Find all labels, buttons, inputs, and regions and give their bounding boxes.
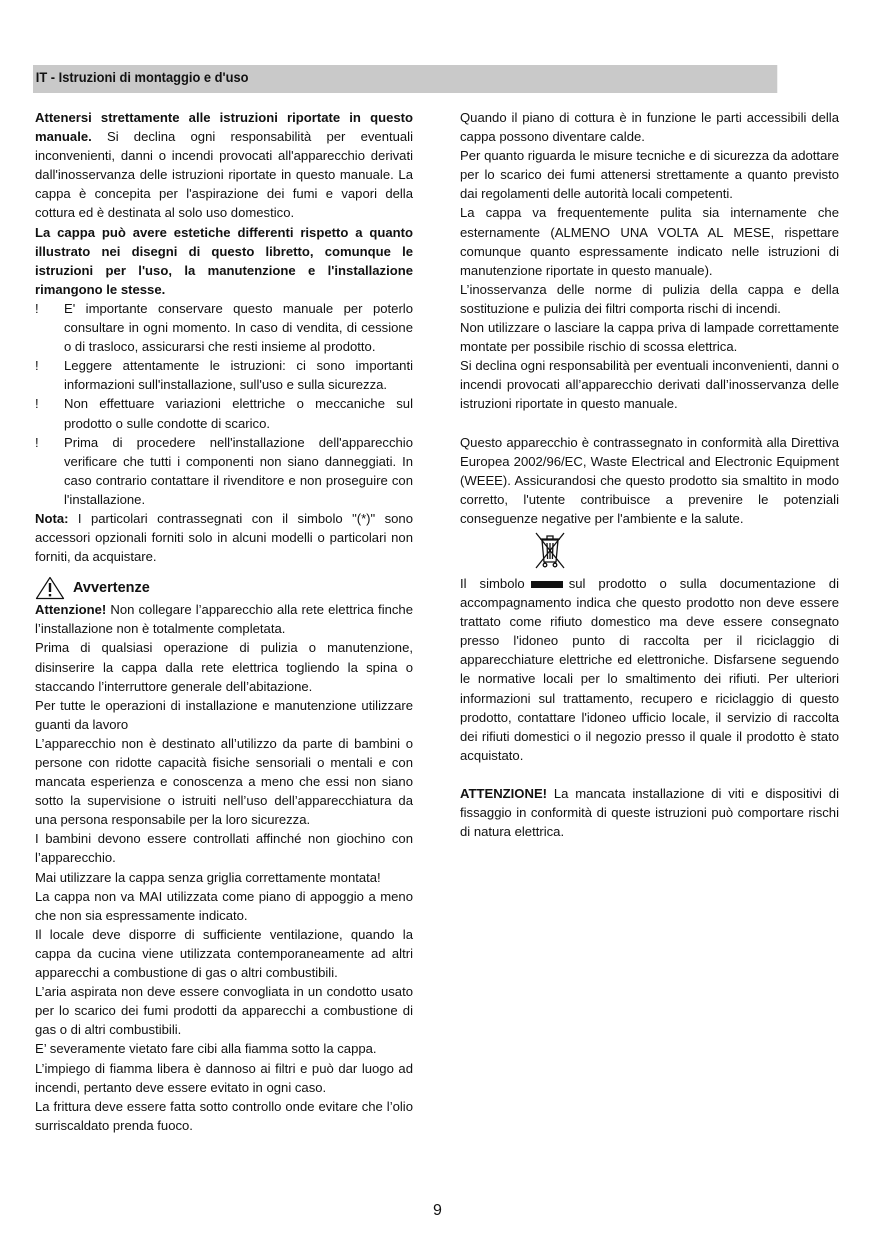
final-attention-paragraph bbox=[460, 784, 839, 841]
exclamation-icon: ! bbox=[35, 396, 39, 412]
bullet-text: Non effettuare variazioni elettriche o meccaniche sul prodotto o sulle condotte di scarico. bbox=[64, 396, 413, 431]
exclamation-icon: ! bbox=[35, 358, 39, 374]
warning-paragraph: L’aria aspirata non deve essere convogliata in un condotto usato per lo scarico dei fumi prodotti da apparecchi a combustione di gas o di altri combustibili. bbox=[35, 984, 413, 1038]
warning-paragraph: Mai utilizzare la cappa senza griglia correttamente montata! bbox=[35, 869, 381, 885]
info-paragraph: Si declina ogni responsabilità per eventuali inconvenienti, danni o incendi provocati all’apparecchio derivati dall’inosservanza delle istruzioni riportate in questo manuale. bbox=[460, 358, 839, 412]
info-paragraph: Quando il piano di cottura è in funzione le parti accessibili della cappa possono diventare calde. bbox=[460, 110, 839, 145]
warning-paragraph: Prima di qualsiasi operazione di pulizia o manutenzione, disinserire la cappa dalla rete elettrica togliendo la spina o staccando l’interruttore generale dell’abitazione. bbox=[35, 640, 413, 694]
warning-paragraph: E’ severamente vietato fare cibi alla fiamma sotto la cappa. bbox=[35, 1041, 377, 1057]
nota-paragraph bbox=[35, 509, 413, 566]
page-number: 9 bbox=[433, 1202, 442, 1219]
bullet-text: E' importante conservare questo manuale per poterlo consultare in ogni momento. In caso di vendita, di cessione o di trasloco, assicurarsi che resti insieme al prodotto. bbox=[64, 300, 413, 355]
bullet-item bbox=[35, 394, 413, 432]
bullet-text: Prima di procedere nell'installazione dell'apparecchio verificare che tutti i componenti non siano danneggiati. In caso contrario contattare il rivenditore e non proseguire con l'installazione. bbox=[64, 434, 413, 507]
section-title: IT - Istruzioni di montaggio e d'uso bbox=[35, 69, 249, 85]
warning-paragraph: La cappa non va MAI utilizzata come piano di appoggio a meno che non sia espressamente indicato. bbox=[35, 888, 413, 923]
nota-text: I particolari contrassegnati con il simbolo "(*)" sono accessori opzionali forniti solo in alcuni modelli o particolari non forniti, da acquistare. bbox=[35, 510, 413, 565]
intro-bold: Attenersi strettamente alle istruzioni riportate in questo manuale. bbox=[35, 110, 413, 145]
symbol-paragraph bbox=[460, 574, 839, 765]
crossed-bin-icon bbox=[533, 530, 567, 570]
exclamation-icon: ! bbox=[35, 300, 39, 316]
info-paragraph: L’inosservanza delle norme di pulizia della cappa e della sostituzione e pulizia dei filtri comporta rischi di incendi. bbox=[460, 281, 839, 316]
black-bar-icon bbox=[531, 581, 563, 588]
warning-paragraph: L’apparecchio non è destinato all’utilizzo da parte di bambini o persone con ridotte capacità fisiche sensoriali o mentali e con mancata esperienza e conoscenza a meno che essi non siano sotto la supervisione o istruiti nell’uso dell’apparecchiatura da una persona responsabile per la loro sicurezza. bbox=[35, 735, 413, 828]
attention-paragraph bbox=[35, 600, 413, 638]
attention-text: Non collegare l’apparecchio alla rete elettrica finche l’installazione non è totalmente completata. bbox=[35, 602, 413, 637]
bullet-item bbox=[35, 299, 413, 356]
left-column bbox=[35, 108, 413, 1135]
bullet-item bbox=[35, 356, 413, 394]
warning-paragraph: Per tutte le operazioni di installazione e manutenzione utilizzare guanti da lavoro bbox=[35, 697, 413, 732]
final-attention-label: ATTENZIONE! bbox=[460, 785, 548, 801]
warning-paragraph: I bambini devono essere controllati affinché non giochino con l’apparecchio. bbox=[35, 831, 413, 866]
aesthetic-note: La cappa può avere estetiche differenti rispetto a quanto illustrato nei disegni di questo libretto, comunque le istruzioni per l'uso, la manutenzione e l'installazione rimangono le stesse. bbox=[35, 224, 413, 297]
warnings-heading bbox=[35, 576, 413, 600]
symbol-prefix: Il simbolo bbox=[460, 575, 525, 591]
info-paragraph: Per quanto riguarda le misure tecniche e di sicurezza da adottare per lo scarico dei fumi attenersi strettamente a quanto previsto dai regolamenti delle autorità locali competenti. bbox=[460, 148, 839, 202]
exclamation-icon: ! bbox=[35, 434, 39, 450]
intro-text: Si declina ogni responsabilità per eventuali inconvenienti, danni o incendi provocati all'apparecchio derivati dall'inosservanza delle istruzioni riportate in questo manuale. La cappa è concepita per l'aspirazione dei fumi e vapori della cottura ed è destinata al solo uso domestico. bbox=[35, 129, 413, 221]
warnings-title: Avvertenze bbox=[73, 579, 150, 596]
warning-paragraph: L’impiego di fiamma libera è dannoso ai filtri e può dar luogo ad incendi, pertanto deve essere evitato in ogni caso. bbox=[35, 1060, 413, 1095]
bullet-item bbox=[35, 433, 413, 509]
section-title-bar bbox=[33, 65, 777, 93]
info-paragraph: La cappa va frequentemente pulita sia internamente che esternamente (ALMENO UNA VOLTA AL MESE, rispettare comunque quanto espressamente indicato nelle istruzioni di manutenzione riportate in questo manuale). bbox=[460, 205, 839, 278]
info-paragraph: Non utilizzare o lasciare la cappa priva di lampade correttamente montate per possibile rischio di scossa elettrica. bbox=[460, 320, 839, 355]
warning-paragraph: La frittura deve essere fatta sotto controllo onde evitare che l’olio surriscaldato prenda fuoco. bbox=[35, 1098, 413, 1133]
weee-paragraph: Questo apparecchio è contrassegnato in conformità alla Direttiva Europea 2002/96/EC, Waste Electrical and Electronic Equipment (WEEE). Assicurandosi che questo prodotto sia smaltito in modo corretto, l'utente contribuisce a prevenire le potenziali conseguenze negative per l'ambiente e la salute. bbox=[460, 434, 839, 526]
intro-paragraph bbox=[35, 108, 413, 223]
symbol-text: sul prodotto o sulla documentazione di accompagnamento indica che questo prodotto non deve essere trattato come rifiuto domestico ma deve essere consegnato presso l'idoneo punto di raccolta per il riciclaggio di apparecchiature elettriche ed elettroniche. Disfarsene seguendo le normative locali per lo smaltimento dei rifiuti. Per ulteriori informazioni sul trattamento, recupero e riciclaggio di questo prodotto, contattare l'idoneo ufficio locale, il servizio di raccolta dei rifiuti domestici o il negozio presso il quale il prodotto è stato acquistato. bbox=[460, 575, 839, 763]
warning-paragraph: Il locale deve disporre di sufficiente ventilazione, quando la cappa da cucina viene utilizzata contemporaneamente ad altri apparecchi a combustione di gas o altri combustibili. bbox=[35, 926, 413, 981]
right-column bbox=[460, 108, 839, 841]
nota-label: Nota: bbox=[35, 510, 69, 526]
attention-label: Attenzione! bbox=[35, 602, 107, 618]
warning-triangle-icon bbox=[35, 576, 65, 600]
final-attention-text: La mancata installazione di viti e dispositivi di fissaggio in conformità di queste istruzioni può comportare rischi di natura elettrica. bbox=[460, 785, 839, 840]
bullet-text: Leggere attentamente le istruzioni: ci sono importanti informazioni sull'installazione, sull'uso e sulla sicurezza. bbox=[64, 358, 413, 393]
